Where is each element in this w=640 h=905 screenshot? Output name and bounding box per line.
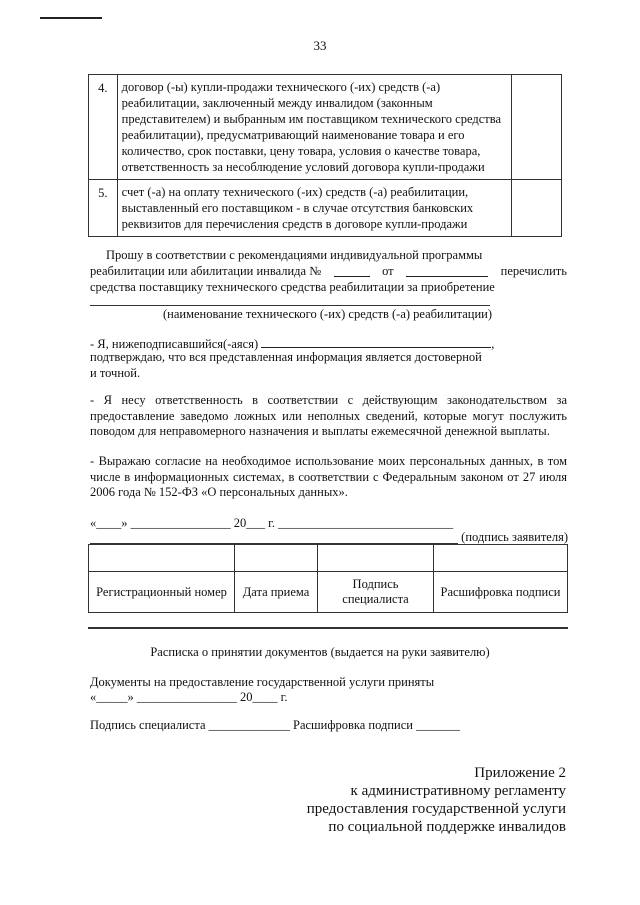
request-line-2b: от [382, 264, 394, 278]
statement-1-label: - Я, нижеподписавшийся(-аяся) [90, 337, 259, 351]
receipt-signature: Подпись специалиста _____________ Расшифровка подписи _______ [90, 718, 460, 732]
number-blank [334, 264, 370, 277]
device-name-blank [90, 305, 490, 306]
row-empty-cell [511, 180, 561, 237]
table-row [89, 180, 562, 237]
request-line-1: Прошу в соответствии с рекомендациями индивидуальной программы [106, 248, 483, 262]
appendix-line: по социальной поддержке инвалидов [328, 819, 566, 835]
table-row [89, 545, 568, 572]
header-cell: Подпись специалиста [318, 572, 434, 613]
request-line-2 [90, 264, 567, 280]
request-line-2c: перечислить [500, 264, 567, 278]
row-text: счет (-а) на оплату технического (-их) средств (-а) реабилитации, выставленный его поставщиком - в случае отсутствия банковских реквизитов для перечисления средств в договоре купли-продажи [117, 180, 511, 237]
receipt-title: Расписка о принятии документов (выдается на руки заявителю) [150, 645, 490, 659]
appendix-line: предоставления государственной услуги [306, 801, 566, 817]
empty-cell [434, 545, 568, 572]
header-cell: Дата приема [235, 572, 318, 613]
row-text: договор (-ы) купли-продажи технического (-их) средств (-а) реабилитации, заключенный между инвалидом (законным представителем) и выбранным им поставщиком технического средства реабилитации), предусматривающий наименование товара и его количество, срок поставки, цену товара, условия о качестве товара, ответственность за несоблюдение условий договора купли-продажи [117, 75, 511, 180]
date-blank [406, 264, 488, 277]
header-cell: Регистрационный номер [89, 572, 235, 613]
row-number: 5. [89, 180, 118, 237]
name-blank [261, 335, 491, 348]
row-number: 4. [89, 75, 118, 180]
applicant-date-line: «____» ________________ 20___ г. ____________________________ [90, 516, 454, 530]
statement-1-rest: подтверждаю, что вся представленная информация является достоверной и точной. [90, 350, 482, 380]
device-name-caption: (наименование технического (-их) средств (-а) реабилитации) [163, 307, 493, 321]
statement-2: - Я несу ответственность в соответствии с действующим законодательством за предоставление заведомо ложных или неполных сведений, которые могут послужить поводом для неправомерного назначения и выплаты ежемесячной денежной выплаты. [90, 393, 567, 438]
table-row [89, 75, 562, 180]
appendix-title: Приложение 2 [474, 765, 566, 781]
registration-table [88, 544, 568, 613]
empty-cell [235, 545, 318, 572]
signature-caption: (подпись заявителя) [461, 530, 568, 544]
appendix-line: к административному регламенту [350, 783, 566, 799]
scan-mark-line [40, 17, 102, 19]
documents-table [88, 74, 562, 237]
statement-1-first: - Я, нижеподписавшийся(-аяся) , [90, 337, 495, 351]
empty-cell [89, 545, 235, 572]
statement-3: - Выражаю согласие на необходимое использование моих персональных данных, в том числе в информационных системах, в соответствии с Федеральным законом от 27 июля 2006 года № 152-ФЗ «О персональных данных». [90, 454, 567, 499]
empty-cell [318, 545, 434, 572]
header-cell: Расшифровка подписи [434, 572, 568, 613]
row-empty-cell [511, 75, 561, 180]
request-line-2a: реабилитации или абилитации инвалида № [90, 264, 322, 278]
page-number: 33 [313, 38, 327, 53]
table-row [89, 572, 568, 613]
receipt-date: «_____» ________________ 20____ г. [90, 690, 288, 704]
receipt-accepted: Документы на предоставление государственной услуги приняты [90, 675, 435, 689]
request-line-3: средства поставщику технического средства реабилитации за приобретение [90, 280, 495, 294]
cut-line [88, 627, 568, 629]
